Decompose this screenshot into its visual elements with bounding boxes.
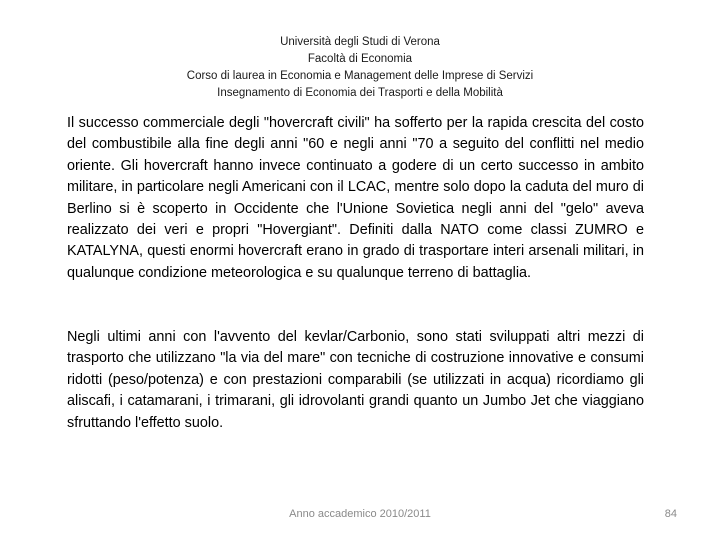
paragraph-new-vehicles: Negli ultimi anni con l'avvento del kevlar/Carbonio, sono stati sviluppati altri mezzi di trasporto che utilizzano "la via del mare" con tecniche di costruzione innovative e consumi ridotti (peso/potenza) e con prestazioni comparabili (se utilizzati in acqua) ricordiamo gli aliscafi, i catamarani, i trimarani, gli idrovolanti grandi quanto un Jumbo Jet che viaggiano sfruttando l'effetto suolo. xyxy=(67,329,644,431)
paragraph-hovercraft: Il successo commerciale degli "hovercraft civili" ha sofferto per la rapida crescita del costo del combustibile alla fine degli anni "60 e negli anni "70 a seguito del conflitti nel medio oriente. Gli hovercraft hanno invece continuato a godere di un certo successo in ambito militare, in particolare negli Americani con il LCAC, mentre solo dopo la caduta del muro di Berlino si è scoperto in Occidente che l'Unione Sovietica negli anni del "gelo" aveva realizzato dei veri e propri "Hovergiant". Definiti dalla NATO come classi ZUMRO e KATALYNA, questi enormi hovercraft erano in grado di trasportare interi arsenali militari, in qualunque condizione meteorologica e su qualunque terreno di battaglia. xyxy=(67,115,644,281)
university-name: Università degli Studi di Verona xyxy=(280,36,440,48)
academic-year-footer: Anno accademico 2010/2011 xyxy=(289,508,431,520)
faculty-name: Facoltà di Economia xyxy=(307,53,413,65)
page-number: 84 xyxy=(664,508,677,520)
subject-name: Insegnamento di Economia dei Trasporti e della Mobilità xyxy=(217,87,503,99)
slide-header xyxy=(0,34,720,102)
course-name: Corso di laurea in Economia e Management delle Imprese di Servizi xyxy=(186,70,534,82)
